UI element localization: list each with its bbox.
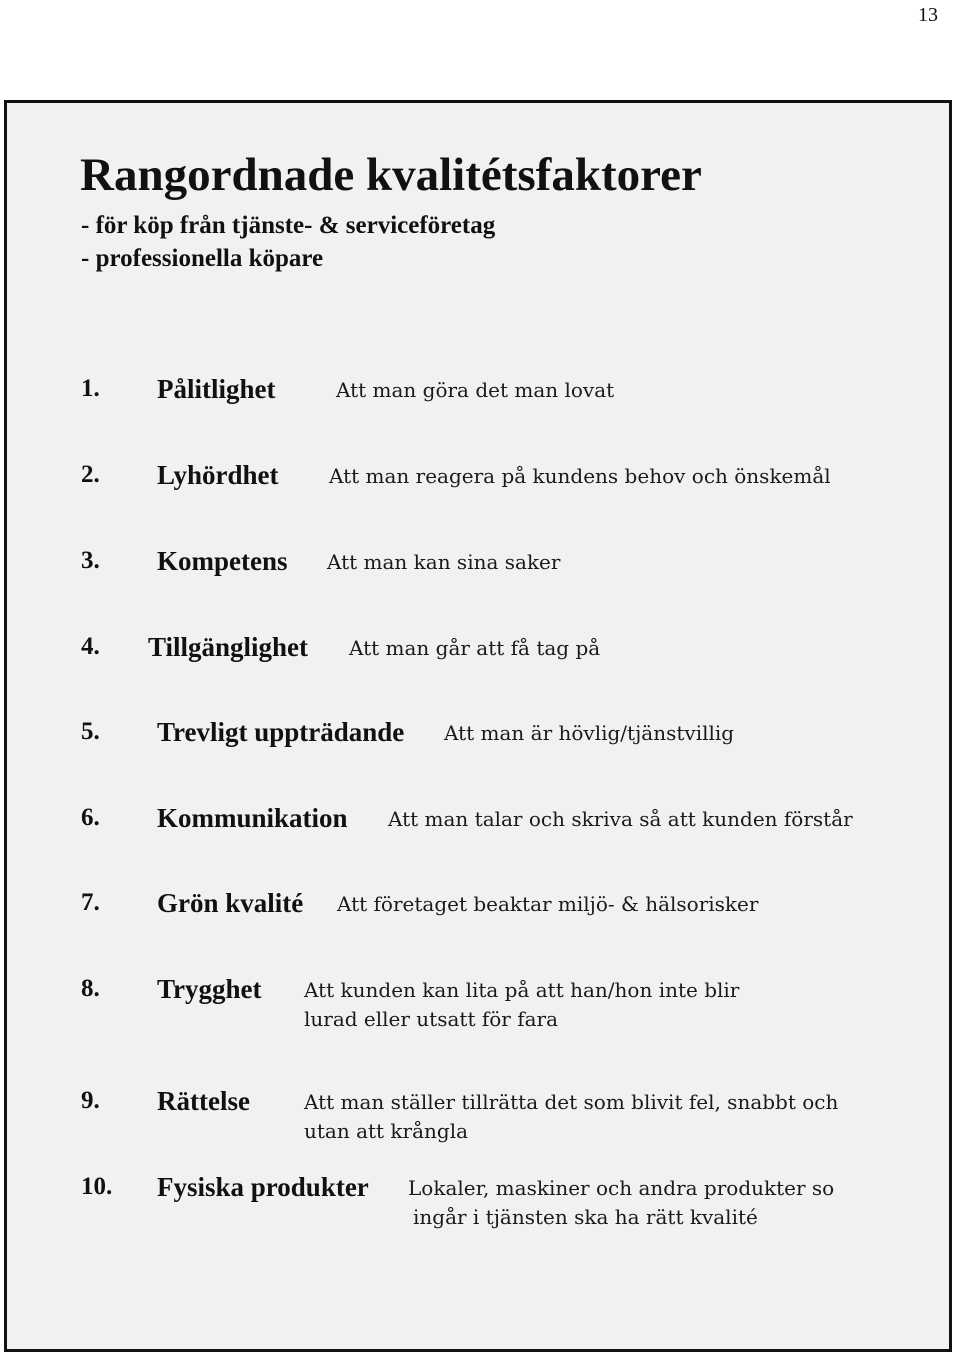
page-number: 13 [918, 4, 938, 26]
item-description: Att man talar och skriva så att kunden förstår [388, 807, 853, 831]
item-name: Fysiska produkter [157, 1172, 369, 1202]
page-title: Rangordnade kvalitétsfaktorer [80, 149, 702, 201]
item-description: Att man kan sina saker [327, 550, 561, 574]
item-description: Att man göra det man lovat [336, 378, 615, 402]
item-description-continued: utan att krångla [304, 1119, 469, 1143]
item-number: 6. [81, 804, 100, 831]
subtitle-line-1: - för köp från tjänste- & serviceföretag [81, 212, 496, 239]
item-number: 8. [81, 975, 100, 1002]
item-description: Lokaler, maskiner och andra produkter so [408, 1176, 835, 1200]
item-number: 1. [81, 375, 100, 402]
item-description: Att man går att få tag på [349, 636, 601, 660]
item-description: Att kunden kan lita på att han/hon inte blir [304, 978, 740, 1002]
item-description: Att företaget beaktar miljö- & hälsorisker [337, 892, 759, 916]
item-number: 7. [81, 889, 100, 916]
item-number: 10. [81, 1173, 113, 1200]
item-name: Pålitlighet [157, 374, 276, 404]
item-description-continued: lurad eller utsatt för fara [304, 1007, 559, 1031]
item-number: 4. [81, 633, 100, 660]
item-description: Att man reagera på kundens behov och önskemål [329, 464, 831, 488]
subtitle-line-2: - professionella köpare [81, 245, 324, 272]
item-number: 9. [81, 1087, 100, 1114]
item-number: 3. [81, 547, 100, 574]
item-name: Kompetens [157, 546, 288, 576]
item-name: Tillgänglighet [148, 632, 309, 662]
item-name: Lyhördhet [157, 460, 279, 490]
item-description-continued: ingår i tjänsten ska ha rätt kvalité [413, 1205, 758, 1229]
item-name: Rättelse [157, 1086, 250, 1116]
item-number: 2. [81, 461, 100, 488]
item-number: 5. [81, 718, 100, 745]
item-name: Trygghet [157, 974, 262, 1004]
item-name: Grön kvalité [157, 888, 304, 918]
item-name: Trevligt uppträdande [157, 717, 405, 747]
item-name: Kommunikation [157, 803, 348, 833]
item-description: Att man är hövlig/tjänstvillig [444, 721, 735, 745]
item-description: Att man ställer tillrätta det som blivit fel, snabbt och [304, 1090, 839, 1114]
